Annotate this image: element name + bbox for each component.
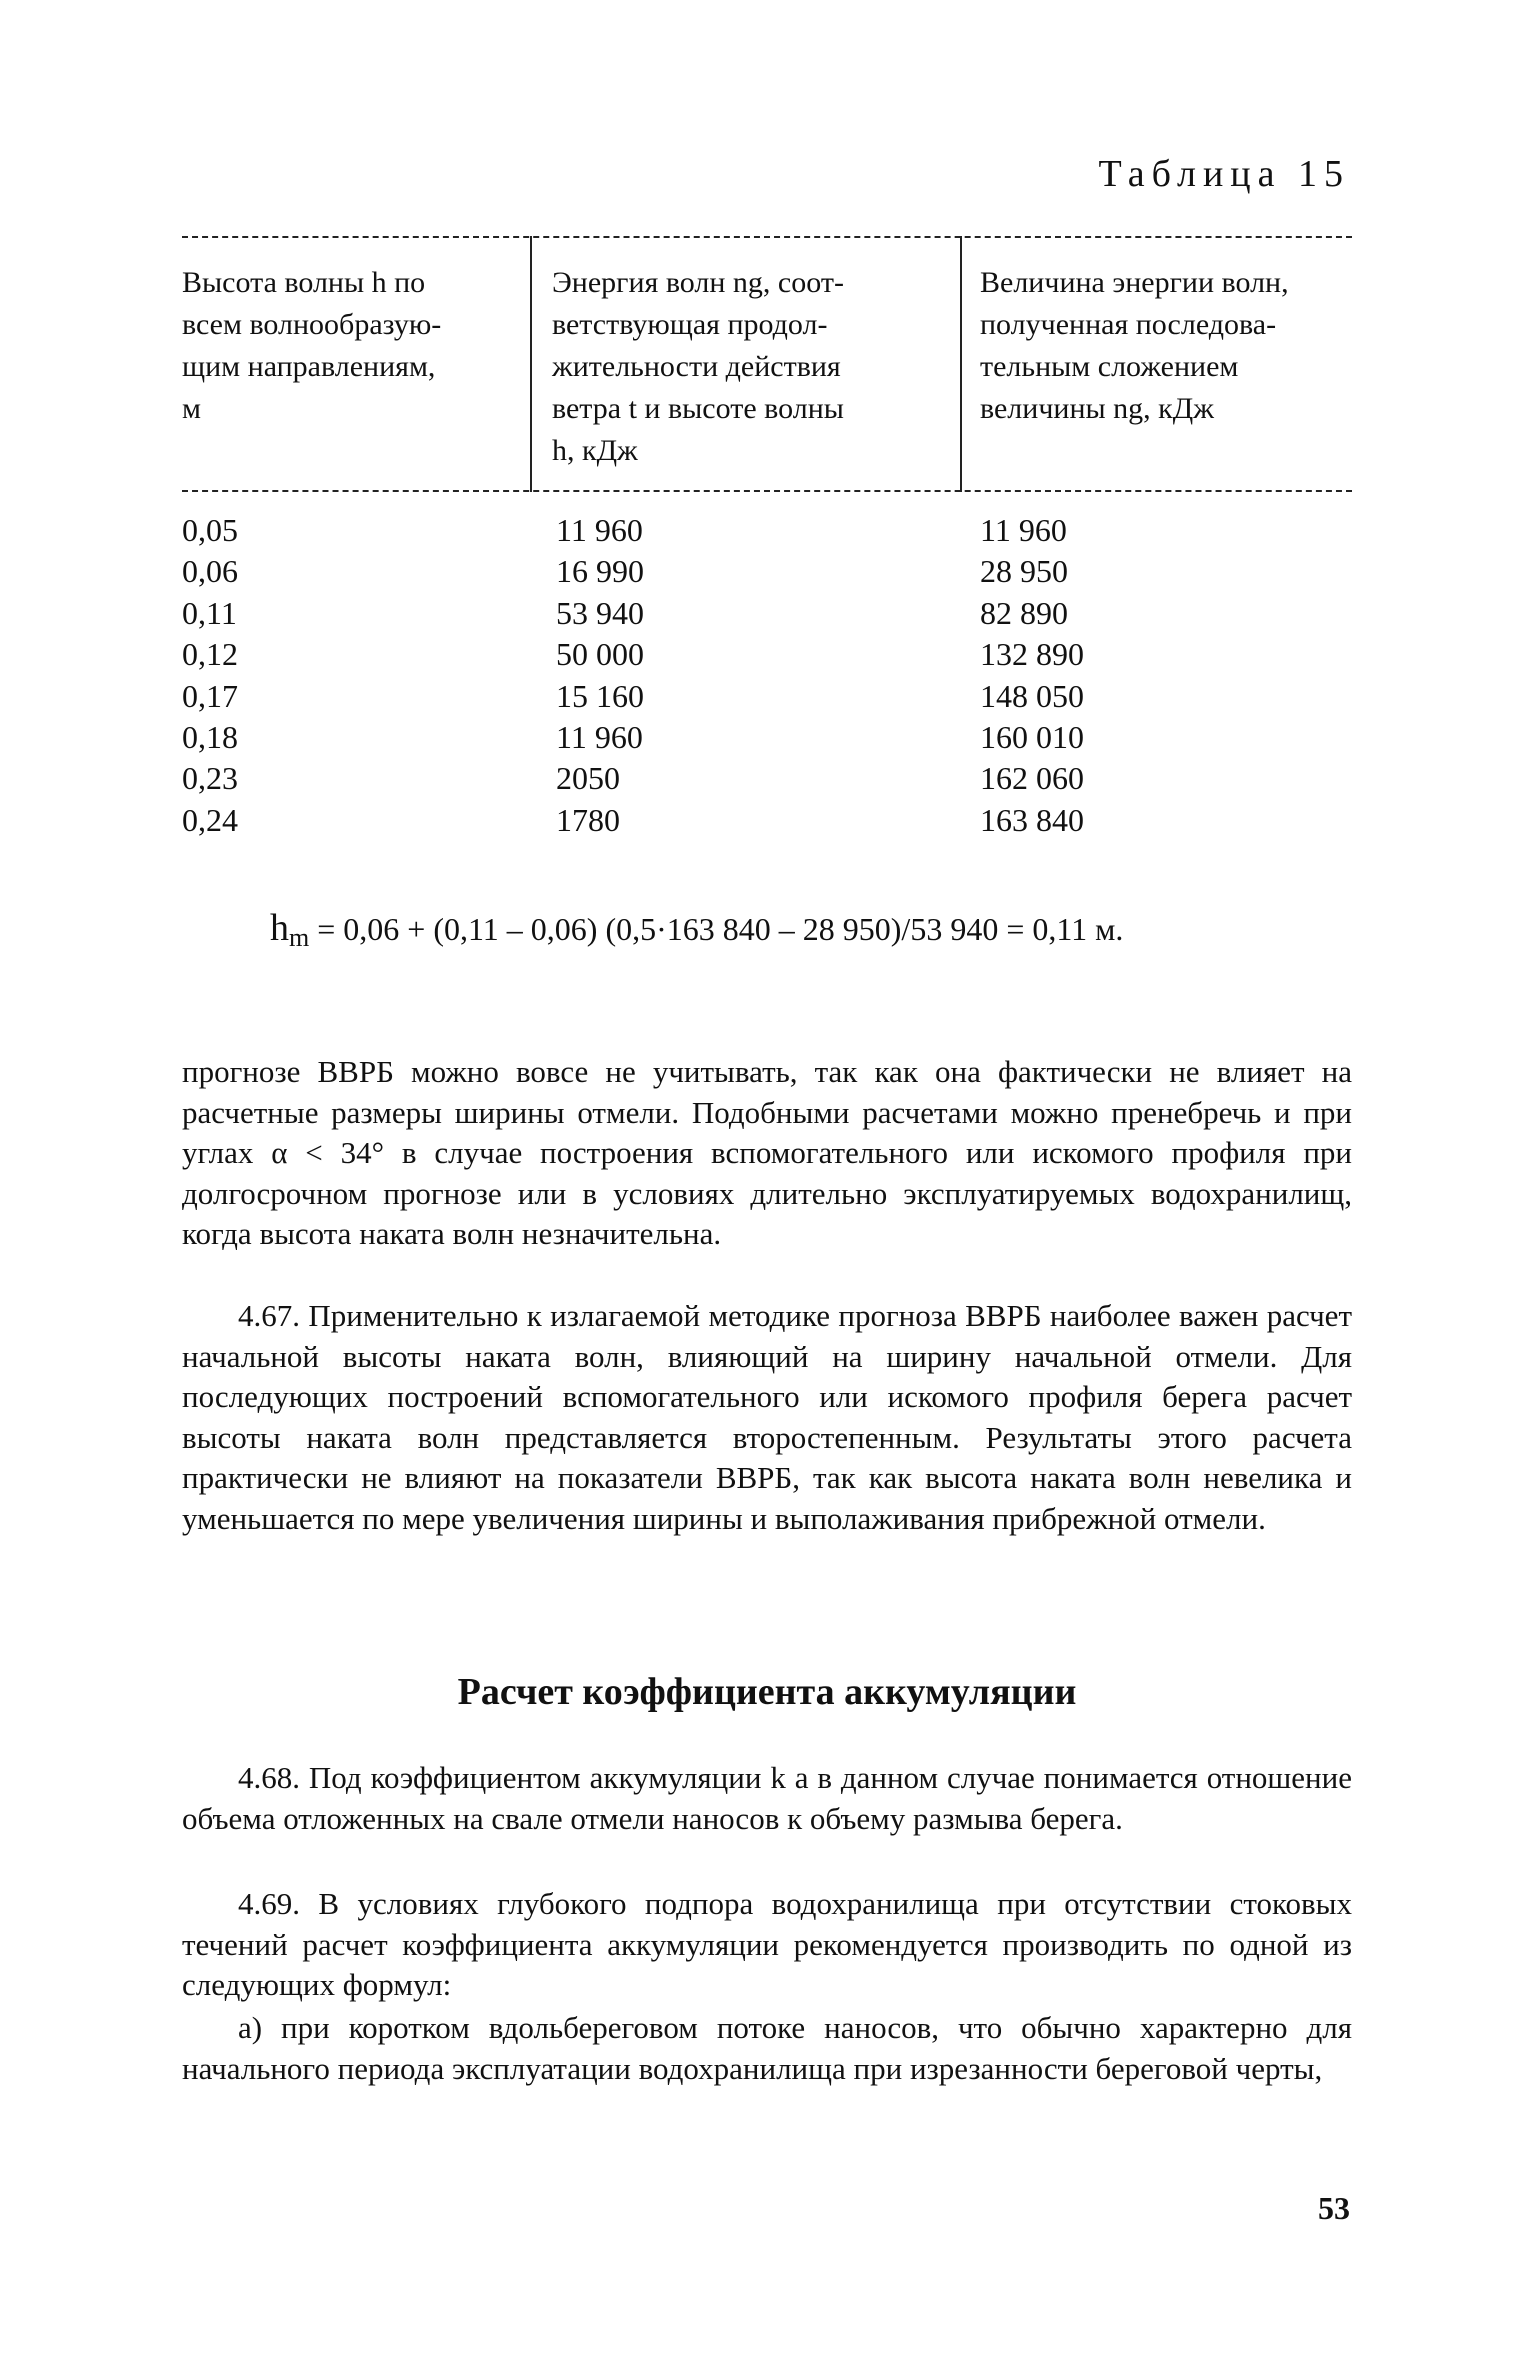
formula-symbol: h (270, 907, 289, 949)
table-cell: 15 160 (556, 677, 644, 714)
table-cell: 1780 (556, 801, 620, 838)
table-cell: 0,05 (182, 512, 238, 548)
formula-hm (270, 906, 1310, 953)
paragraph-4-68: 4.68. Под коэффициентом аккумуляции k a в данном случае понимается отношение объема отложенных на свале отмели наносов к объему размыва берега. (182, 1760, 1352, 1836)
table-cell: 162 060 (980, 760, 1084, 797)
paragraph-4-67: 4.67. Применительно к излагаемой методике прогноза ВВРБ наиболее важен расчет начальной высоты наката волн, влияющий на ширину начальной отмели. Для последующих построений вспомогательного или искомого профиля берега расчет высоты наката волн представляется второстепенным. Результаты этого расчета практически не влияют на показатели ВВРБ, так как высота наката волн невелика и уменьшается по мере увеличения ширины и выполаживания прибрежной отмели. (182, 1298, 1352, 1536)
table-column-cumulative (980, 510, 1084, 841)
table-cell: 0,18 (182, 719, 238, 756)
paragraph-item-a: а) при коротком вдольбереговом потоке наносов, что обычно характерно для начального периода эксплуатации водохранилища при изрезанности береговой черты, (182, 2010, 1352, 2086)
table-cell: 0,17 (182, 677, 238, 714)
formula-expression: = 0,06 + (0,11 – 0,06) (0,5·163 840 – 28 950)/53 940 = 0,11 м. (317, 911, 1124, 947)
page-number: 53 (1318, 2190, 1350, 2226)
section-heading: Расчет коэффициента аккумуляции (457, 1671, 1077, 1713)
table-header-cumulative: Величина энергии волн, полученная последова- тельным сложением величины ng, кДж (980, 266, 1289, 425)
table-cell: 0,11 (182, 594, 237, 631)
table-cell: 0,12 (182, 636, 238, 673)
table-cell: 160 010 (980, 719, 1084, 756)
table-cell: 11 960 (556, 719, 643, 756)
table-cell: 163 840 (980, 801, 1084, 838)
table-column-energy (556, 510, 644, 841)
table-cell: 148 050 (980, 677, 1084, 714)
table-label: Таблица 15 (1098, 153, 1350, 195)
table-column-height (182, 510, 238, 841)
table-cell: 53 940 (556, 594, 644, 631)
table-cell: 16 990 (556, 553, 644, 590)
paragraph-continuation: прогнозе ВВРБ можно вовсе не учитывать, так как она фактически не влияет на расчетные размеры ширины отмели. Подобными расчетами можно пренебречь и при углах α < 34° в случае построения вспомогательного или искомого профиля при долгосрочном прогнозе или в условиях длительно эксплуатируемых водохранилищ, когда высота наката волн незначительна. (182, 1054, 1352, 1251)
table-header-height: Высота волны h по всем волнообразую- щим направлениям, м (182, 266, 442, 425)
table-col-divider-2 (960, 236, 962, 492)
table-cell: 11 960 (556, 512, 643, 548)
table-cell: 132 890 (980, 636, 1084, 673)
table-cell: 2050 (556, 760, 620, 797)
paragraph-4-69: 4.69. В условиях глубокого подпора водохранилища при отсутствии стоковых течений расчет коэффициента аккумуляции рекомендуется производить по одной из следующих формул: (182, 1886, 1352, 2002)
table-header-rule (182, 490, 1352, 492)
table-header-energy: Энергия волн ng, соот- ветствующая продол- жительности действия ветра t и высоте волны h, кДж (552, 266, 844, 467)
formula-subscript: m (289, 923, 310, 952)
table-col-divider-1 (530, 236, 532, 492)
table-cell: 11 960 (980, 512, 1067, 548)
table-top-rule (182, 236, 1352, 238)
table-cell: 0,06 (182, 553, 238, 590)
table-cell: 28 950 (980, 553, 1068, 590)
table-cell: 50 000 (556, 636, 644, 673)
table-cell: 0,24 (182, 801, 238, 838)
table-cell: 82 890 (980, 594, 1068, 631)
table-cell: 0,23 (182, 760, 238, 797)
